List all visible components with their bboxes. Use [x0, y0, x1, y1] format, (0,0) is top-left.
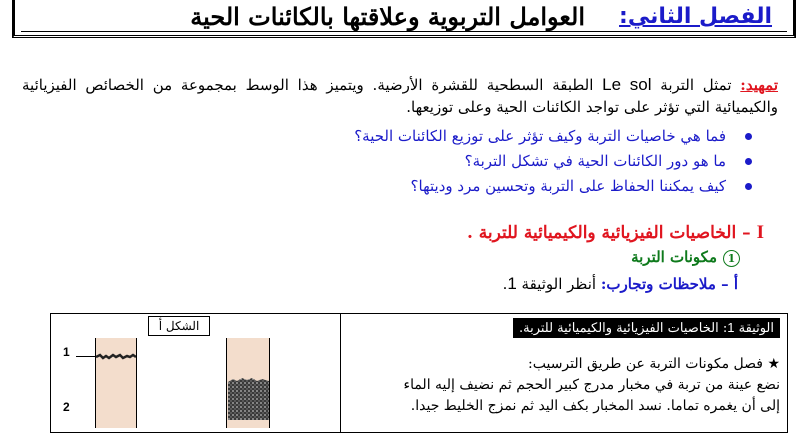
document-reference-number: 1. — [502, 274, 517, 293]
question-text: ما هو دور الكائنات الحية في تشكل التربة؟ — [464, 152, 726, 170]
level-marker-2: 2 — [63, 400, 70, 414]
intro-label: تمهيد: — [740, 76, 778, 94]
document-line: نضع عينة من تربة في مخبار مدرج كبير الحجم ثم نضيف إليه الماء — [403, 377, 780, 393]
cylinder-left-soil-line — [96, 353, 136, 361]
intro-text-before: تمثل التربة — [651, 76, 741, 94]
document-title — [513, 318, 780, 338]
question-item — [354, 149, 752, 174]
question-item — [354, 174, 752, 199]
bullet-icon — [745, 133, 752, 140]
document-text — [360, 354, 780, 417]
chapter-title: العوامل التربوية وعلاقتها بالكائنات الحية — [190, 2, 585, 31]
intro-text-after: الطبقة السطحية للقشرة الأرضية. ويتميز هذا الوسط بمجموعة من الخصائص الفيزيائية والكيميائية التي تؤثر على تواجد الكائنات الحية وعلى توزيعها. — [22, 76, 778, 116]
question-list — [354, 124, 752, 199]
intro-paragraph — [22, 74, 778, 118]
level-marker-1: 1 — [63, 345, 70, 359]
question-text: كيف يمكننا الحفاظ على التربة وتحسين مرد وديتها؟ — [410, 177, 726, 195]
question-text: فما هي خاصيات التربة وكيف تؤثر على توزيع الكائنات الحية؟ — [354, 127, 726, 145]
document-line: إلى أن يغمره تماما. نسد المخبار بكف اليد ثم نمزج الخليط جيدا. — [410, 398, 780, 414]
document-line: ★ فصل مكونات التربة عن طريق الترسيب: — [528, 356, 780, 372]
subsection-title: مكونات التربة — [631, 248, 717, 266]
document-title-text: : الخاصيات الفيزيائية والكيميائية للتربة. — [518, 321, 728, 336]
intro-latin-term: Le sol — [602, 75, 652, 94]
section-title: – الخاصيات الفيزيائية والكيميائية للتربة . — [466, 223, 751, 243]
document-title-prefix: الوثيقة — [734, 321, 774, 336]
observations-label: أ – ملاحظات وتجارب: — [600, 275, 738, 293]
figure-label: الشكل أ — [148, 316, 210, 336]
document-divider — [340, 313, 341, 433]
observations-text: أنظر الوثيقة — [516, 275, 601, 293]
circled-number-icon: 1 — [723, 250, 740, 267]
observations-line — [503, 274, 738, 294]
cylinder-right-sediment — [228, 378, 269, 420]
section-heading — [467, 222, 764, 244]
section-number: I — [756, 222, 764, 243]
level-marker-1-line — [76, 356, 96, 357]
chapter-label: الفصل الثاني: — [619, 4, 772, 29]
bullet-icon — [745, 183, 752, 190]
document-title-number: 1 — [727, 320, 735, 335]
question-item — [354, 124, 752, 149]
bullet-icon — [745, 158, 752, 165]
graduated-cylinder-left — [95, 338, 137, 428]
subsection-heading — [631, 248, 740, 267]
